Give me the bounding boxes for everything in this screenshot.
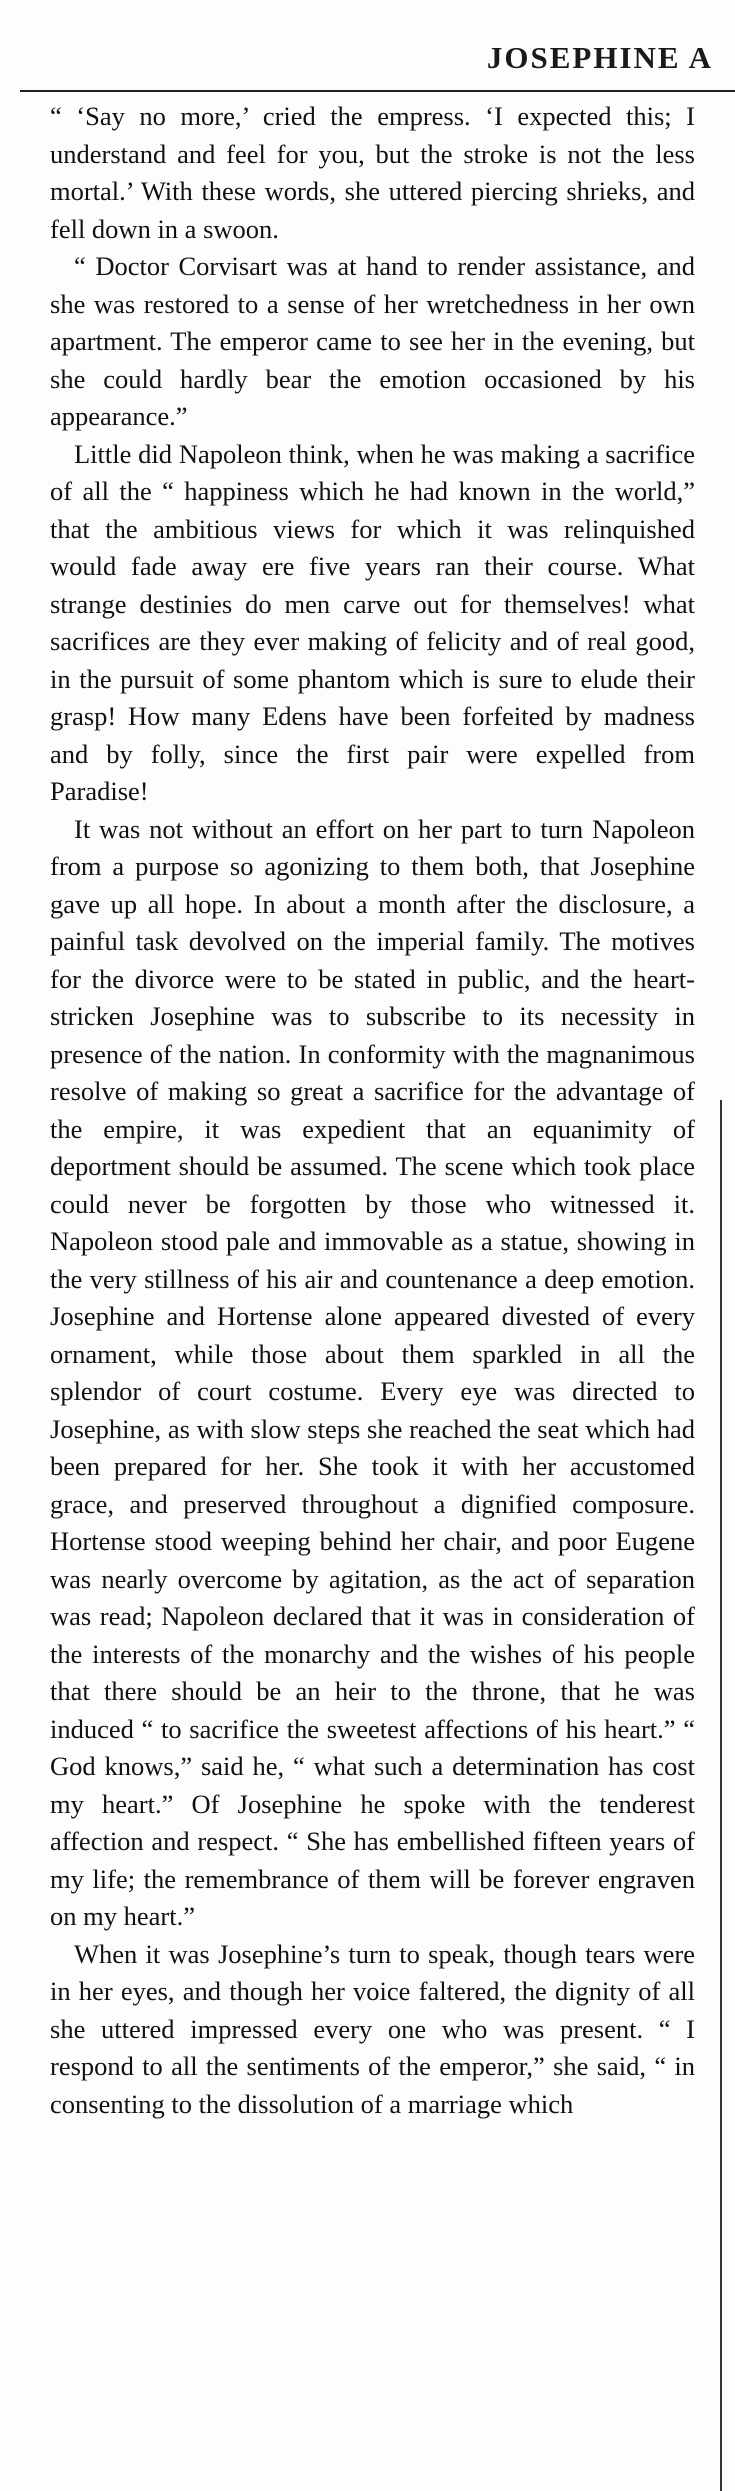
column-divider <box>720 1100 722 2491</box>
paragraph-napoleon-sacrifice: Little did Napoleon think, when he was making a sacrifice of all the “ happiness which he had known in the world,” that the ambitious views for which it was relinquished would fade away ere five years ran their course. What strange destinies do men carve out for themselves! what sacrifices are they ever making of felicity and of real good, in the pursuit of some phantom which is sure to elude their grasp! How many Edens have been forfeited by madness and by folly, since the first pair were expelled from Paradise! <box>50 438 695 806</box>
paragraph-josephine-response: When it was Josephine’s turn to speak, though tears were in her eyes, and though her voice faltered, the dignity of all she uttered impressed every one who was present. “ I respond to all the sentiments of the emperor,” she said, “ in consenting to the dissolution of a marriage which <box>50 1938 695 2119</box>
running-head-title: JOSEPHINE A <box>486 40 713 75</box>
body-text <box>50 98 695 2123</box>
paragraph-corvisart: “ Doctor Corvisart was at hand to render assistance, and she was restored to a sense of her wretchedness in her own apartment. The emperor came to see her in the evening, but she could hardly bear the emotion occasioned by his appearance.” <box>50 251 695 431</box>
paragraph-empress-quote: “ ‘Say no more,’ cried the empress. ‘I expected this; I understand and feel for you, but the stroke is not the less mortal.’ With these words, she uttered piercing shrieks, and fell down in a swoon. <box>50 101 695 244</box>
header-rule <box>20 90 735 92</box>
paragraph-divorce-ceremony: It was not without an effort on her part to turn Napoleon from a purpose so agonizing to them both, that Josephine gave up all hope. In about a month after the disclosure, a painful task devolved on the imperial family. The motives for the divorce were to be stated in public, and the heart-stricken Josephine was to subscribe to its necessity in presence of the nation. In conformity with the magnanimous resolve of making so great a sacrifice for the advantage of the empire, it was expedient that an equanimity of deportment should be assumed. The scene which took place could never be forgotten by those who witnessed it. Napoleon stood pale and immovable as a statue, showing in the very stillness of his air and countenance a deep emotion. Josephine and Hortense alone appeared divested of every ornament, while those about them sparkled in all the splendor of court costume. Every eye was directed to Josephine, as with slow steps she reached the seat which had been prepared for her. She took it with her accustomed grace, and preserved throughout a dignified composure. Hortense stood weeping behind her chair, and poor Eugene was nearly overcome by agitation, as the act of separation was read; Napoleon declared that it was in consideration of the interests of the monarchy and the wishes of his people that there should be an heir to the throne, that he was induced “ to sacrifice the sweetest affections of his heart.” “ God knows,” said he, “ what such a determination has cost my heart.” Of Josephine he spoke with the tenderest affection and respect. “ She has embellished fifteen years of my life; the remembrance of them will be forever engraven on my heart.” <box>50 813 695 1931</box>
